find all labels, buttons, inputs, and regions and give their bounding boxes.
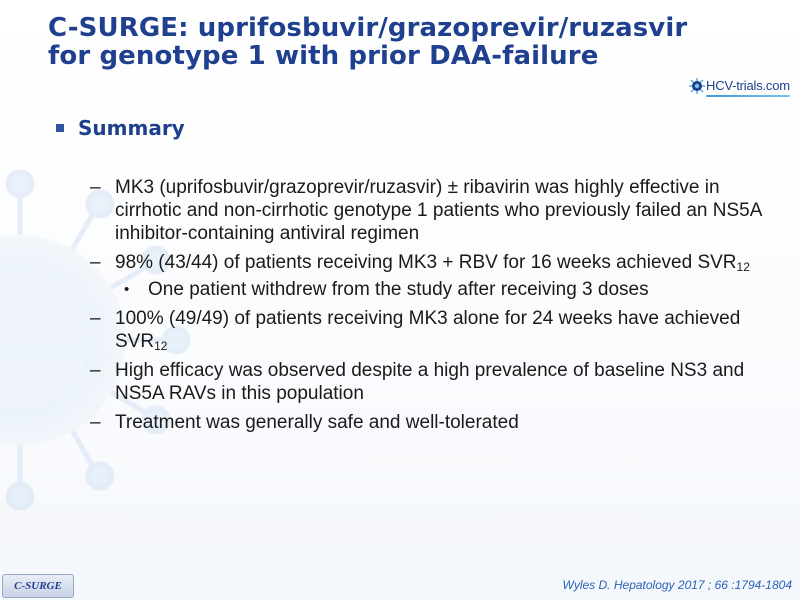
list-item	[90, 307, 780, 353]
dash-bullet: –	[90, 252, 101, 273]
hcv-trials-logo	[688, 76, 792, 98]
list-item-main-text: 98% (43/44) of patients receiving MK3 + RBV for 16 weeks achieved SVR	[115, 252, 737, 273]
virus-icon	[688, 77, 706, 95]
logo-text: HCV-trials.com	[706, 78, 790, 93]
list-item-text	[115, 307, 780, 353]
sub-list-item	[124, 278, 780, 301]
dot-bullet: •	[124, 281, 130, 298]
dash-bullet: –	[90, 177, 101, 198]
dash-bullet: –	[90, 308, 101, 329]
list-item	[90, 176, 780, 245]
list-item-text	[115, 251, 780, 274]
list-item	[90, 411, 780, 434]
section-heading-text: Summary	[78, 116, 185, 140]
slide-title	[48, 14, 687, 70]
dash-bullet: –	[90, 360, 101, 381]
study-tag	[2, 574, 74, 598]
list-item-text: High efficacy was observed despite a high prevalence of baseline NS3 and NS5A RAVs in this population	[115, 360, 745, 404]
section-heading	[56, 116, 185, 140]
subscript: 12	[736, 260, 750, 274]
list-item-text: Treatment was generally safe and well-tolerated	[115, 412, 519, 433]
dash-bullet: –	[90, 412, 101, 433]
list-item-main-text: 100% (49/49) of patients receiving MK3 alone for 24 weeks have achieved SVR	[115, 308, 741, 352]
sub-list-item-text: One patient withdrew from the study after receiving 3 doses	[148, 279, 649, 300]
square-bullet-icon	[56, 124, 64, 132]
list-item	[90, 359, 780, 405]
subscript: 12	[154, 339, 168, 353]
study-tag-text: C-SURGE	[14, 580, 62, 592]
citation: Wyles D. Hepatology 2017 ; 66 :1794-1804	[562, 578, 792, 592]
logo-underline	[706, 95, 790, 97]
title-line-1: C-SURGE: uprifosbuvir/grazoprevir/ruzasvir	[48, 13, 688, 43]
title-line-2: for genotype 1 with prior DAA-failure	[48, 41, 599, 71]
summary-list	[90, 176, 780, 440]
list-item-text: MK3 (uprifosbuvir/grazoprevir/ruzasvir) ± ribavirin was highly effective in cirrhotic and non-cirrhotic genotype 1 patients who previously failed an NS5A inhibitor-containing antiviral regimen	[115, 177, 762, 244]
list-item	[90, 251, 780, 274]
